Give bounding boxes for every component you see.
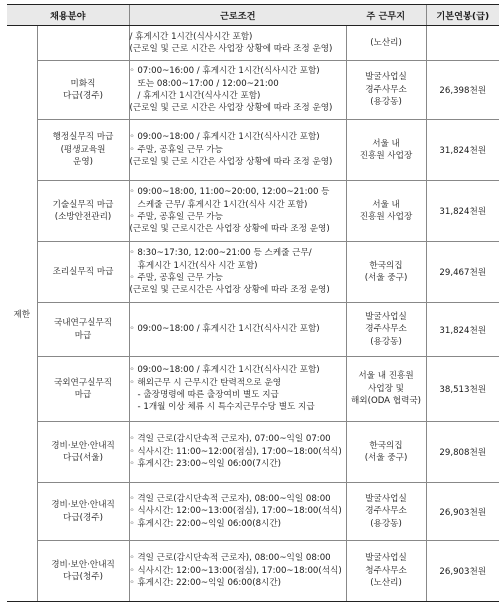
conditions-cell xyxy=(129,422,346,483)
salary-cell: 31,824천원 xyxy=(426,120,499,181)
condition-line: ◦ 8:30~17:30, 12:00~21:00 등 스케줄 근무/ xyxy=(129,248,312,259)
location-line: 한국의집 xyxy=(369,440,403,451)
salary-cell: 29,467천원 xyxy=(426,242,499,303)
header-field: 채용분야 xyxy=(7,5,129,26)
position-name-cell xyxy=(37,242,129,303)
header-location: 주 근무지 xyxy=(346,5,426,26)
position-name-line: (소방안전관리) xyxy=(54,212,112,222)
location-line: (노산리) xyxy=(370,578,402,589)
location-line: (용강동) xyxy=(370,518,402,529)
location-line: (노산리) xyxy=(370,37,402,48)
table-row xyxy=(7,61,499,120)
condition-line: ◦ 09:00~18:00 / 휴게시간 1시간(식사시간 포함) xyxy=(129,365,320,376)
position-name-cell xyxy=(37,422,129,483)
condition-line: ◦ 식사시간: 12:00~13:00(점심), 17:00~18:00(석식) xyxy=(129,565,342,576)
conditions-cell xyxy=(129,181,346,242)
table-row xyxy=(7,181,499,242)
conditions-cell xyxy=(129,26,346,61)
table-row xyxy=(7,26,499,61)
condition-line: ◦ 09:00~18:00 / 휴게시간 1시간(식사시간 포함) xyxy=(129,324,320,335)
position-name-cell xyxy=(37,26,129,61)
conditions-cell xyxy=(129,303,346,357)
conditions-cell xyxy=(129,61,346,120)
location-line: (서울 중구) xyxy=(364,453,408,463)
table-row xyxy=(7,120,499,181)
location-line: (용강동) xyxy=(370,336,402,347)
condition-line: ◦ 휴게시간: 22:00~익일 06:00(8시간) xyxy=(129,518,281,529)
header-conditions: 근로조건 xyxy=(129,5,346,26)
location-cell xyxy=(346,181,426,242)
position-name-line: 다급(청주) xyxy=(63,572,103,582)
location-line: 진흥원 사업장 xyxy=(359,212,413,222)
position-name-line: 운영) xyxy=(73,157,93,168)
salary-cell: 38,513천원 xyxy=(426,357,499,422)
location-cell xyxy=(346,422,426,483)
condition-line: ◦ 09:00~18:00, 11:00~20:00, 12:00~21:00 등 xyxy=(129,187,330,198)
condition-line: (근로일 및 근로 시간은 사업장 상황에 따라 조정 운영) xyxy=(129,44,333,54)
location-line: 경주사무소 xyxy=(365,324,407,335)
location-line: 사업장 및 xyxy=(368,383,404,394)
location-line: 경주사무소 xyxy=(365,506,407,517)
location-line: 진흥원 사업장 xyxy=(359,151,413,161)
condition-line: ◦ 주말, 공휴일 근무 가능 xyxy=(129,144,223,155)
condition-line: ◦ 식사시간: 11:00~12:00(점심), 17:00~18:00(석식) xyxy=(129,446,342,457)
condition-line: ◦ 식사시간: 12:00~13:00(점심), 17:00~18:00(석식) xyxy=(129,506,342,517)
position-name-line: 미화직 xyxy=(70,78,96,89)
location-line: 발굴사업실 xyxy=(365,553,407,564)
position-name-line: 경비·보안·안내직 xyxy=(51,559,115,570)
condition-line: / 휴게시간 1시간(식사시간 포함) xyxy=(129,31,253,42)
conditions-cell xyxy=(129,483,346,541)
table-row xyxy=(7,242,499,303)
position-name-cell xyxy=(37,61,129,120)
location-line: (서울 중구) xyxy=(364,273,408,283)
position-name-line: 다급(경주) xyxy=(63,91,103,101)
table-row xyxy=(7,483,499,541)
location-cell xyxy=(346,541,426,602)
position-name-line: 다급(서울) xyxy=(63,453,103,463)
salary-cell: 31,824천원 xyxy=(426,181,499,242)
salary-cell: 26,903천원 xyxy=(426,483,499,541)
location-line: 서울 내 진흥원 xyxy=(358,371,414,382)
position-name-cell xyxy=(37,541,129,602)
table-row xyxy=(7,541,499,602)
location-line: 발굴사업실 xyxy=(365,493,407,504)
location-cell xyxy=(346,303,426,357)
table-row xyxy=(7,422,499,483)
table-header-row xyxy=(7,5,499,26)
condition-line: / 휴게시간 1시간(식사시간 포함) xyxy=(137,91,261,101)
location-line: 서울 내 xyxy=(372,199,400,210)
location-line: 청주사무소 xyxy=(365,565,407,576)
salary-cell: 26,903천원 xyxy=(426,541,499,602)
position-name-line: (평생교육원 xyxy=(60,144,106,155)
conditions-cell xyxy=(129,541,346,602)
location-cell xyxy=(346,61,426,120)
condition-line: (근로일 및 근로 시간은 사업장 상황에 따라 조정 운영) xyxy=(129,157,333,168)
condition-line: ◦ 격일 근로(감시단속적 근로자), 08:00~익일 08:00 xyxy=(129,493,331,504)
table-row xyxy=(7,357,499,422)
position-name-line: 경비·보안·안내직 xyxy=(51,440,115,451)
condition-line: ◦ 주말, 공휴일 근무 가능 xyxy=(129,212,223,222)
conditions-cell xyxy=(129,357,346,422)
location-line: 발굴사업실 xyxy=(365,311,407,322)
position-name-line: 기술실무직 마급 xyxy=(52,199,114,210)
condition-line: ◦ 휴게시간: 23:00~익일 06:00(7시간) xyxy=(129,459,281,470)
condition-line: ◦ 해외근무 시 근무시간 탄력적으로 운영 xyxy=(129,377,282,388)
condition-line: 휴게시간 1시간(식사 시간 포함) xyxy=(137,260,258,271)
condition-line: ◦ 격일 근로(감시단속적 근로자), 08:00~익일 08:00 xyxy=(129,553,331,564)
position-name-line: 국내연구실무직 xyxy=(53,318,113,329)
job-table xyxy=(7,4,499,602)
table-row xyxy=(7,303,499,357)
position-name-line: 조리실무직 마급 xyxy=(52,266,114,277)
condition-line: ◦ 휴게시간: 22:00~익일 06:00(8시간) xyxy=(129,578,281,589)
condition-line: - 1개월 이상 체류 시 특수지근무수당 별도 지급 xyxy=(137,402,315,413)
condition-line: ◦ 07:00~16:00 / 휴게시간 1시간(식사시간 포함) xyxy=(129,66,320,77)
condition-line: (근로일 및 근로시간은 사업장 상황에 따라 조정 운영) xyxy=(129,224,330,235)
location-cell xyxy=(346,357,426,422)
location-line: 한국의집 xyxy=(369,260,403,271)
table-body xyxy=(7,26,499,602)
position-name-cell xyxy=(37,181,129,242)
position-name-line: 행정실무직 마급 xyxy=(52,132,114,143)
condition-line: (근로일 및 근로 시간은 사업장 상황에 따라 조정 운영) xyxy=(129,103,333,114)
condition-line: ◦ 09:00~18:00 / 휴게시간 1시간(식사시간 포함) xyxy=(129,132,320,143)
salary-cell: 29,808천원 xyxy=(426,422,499,483)
location-line: 발굴사업실 xyxy=(365,72,407,83)
position-name-line: 다급(경주) xyxy=(63,512,103,523)
location-line: (용강동) xyxy=(370,97,402,108)
position-name-line: 마급 xyxy=(74,390,92,400)
location-cell xyxy=(346,242,426,303)
position-name-line: 국외연구실무직 xyxy=(53,377,113,388)
conditions-cell xyxy=(129,242,346,303)
condition-line: (근로일 및 근로시간은 사업장 상황에 따라 조정 운영) xyxy=(129,285,330,296)
salary-cell: 31,824천원 xyxy=(426,303,499,357)
location-cell xyxy=(346,26,426,61)
header-salary: 기본연봉(급) xyxy=(426,5,499,26)
position-name-line: 마급 xyxy=(74,330,92,341)
location-cell xyxy=(346,483,426,541)
location-line: 경주사무소 xyxy=(365,84,407,95)
condition-line: ◦ 격일 근로(감시단속적 근로자), 07:00~익일 07:00 xyxy=(129,434,331,445)
position-name-cell xyxy=(37,357,129,422)
condition-line: 또는 08:00~17:00 / 12:00~21:00 xyxy=(137,78,279,89)
condition-line: ◦ 주말, 공휴일 근무 가능 xyxy=(129,273,223,283)
position-name-line: 경비·보안·안내직 xyxy=(51,500,115,511)
location-line: 해외(ODA 협력국) xyxy=(350,396,422,407)
position-name-cell xyxy=(37,120,129,181)
position-name-cell xyxy=(37,483,129,541)
location-cell xyxy=(346,120,426,181)
conditions-cell xyxy=(129,120,346,181)
salary-cell xyxy=(426,26,499,61)
category-cell: 제한 xyxy=(7,26,37,602)
location-line: 서울 내 xyxy=(372,138,400,149)
condition-line: 스케줄 근무/ 휴게시간 1시간(식사 시간 포함) xyxy=(137,199,308,210)
salary-cell: 26,398천원 xyxy=(426,61,499,120)
condition-line: - 출장명령에 따른 출장여비 별도 지급 xyxy=(137,390,279,400)
position-name-cell xyxy=(37,303,129,357)
